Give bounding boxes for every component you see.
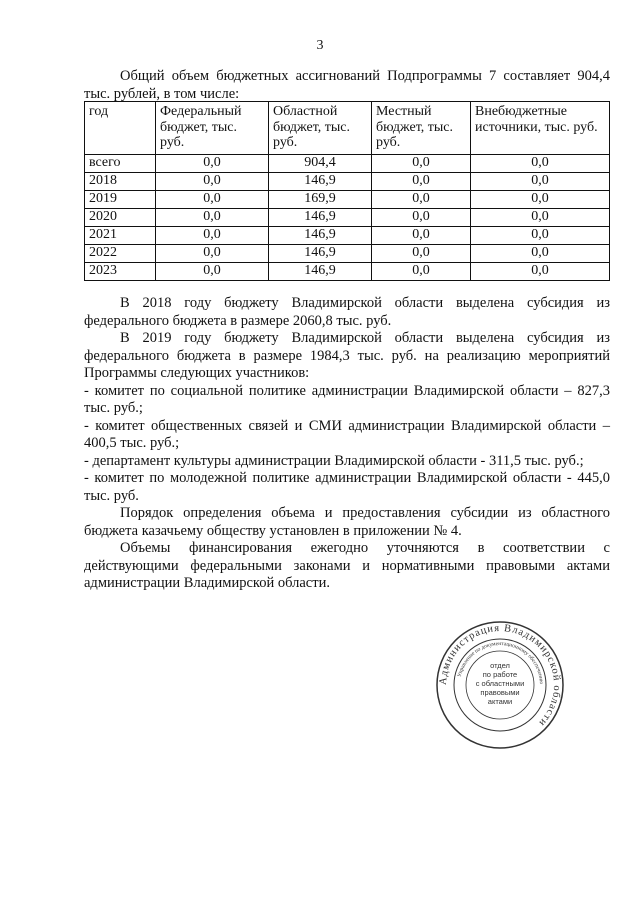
table-row [85,227,610,245]
stamp-center-line: правовыми [480,688,520,697]
stamp-center-line: по работе [482,670,518,679]
header-federal: Федеральный бюджет, тыс. руб. [156,102,269,155]
cell-extrabudgetary: 0,0 [471,155,610,173]
header-year: год [85,102,156,155]
cell-federal: 0,0 [156,155,269,173]
stamp-outer-text: Администрация Владимирской области [437,622,563,729]
paragraph-subsidy-2018: В 2018 году бюджету Владимирской области выделена субсидия из федерального бюджета в размере 2060,8 тыс. руб. [84,295,610,329]
cell-federal: 0,0 [156,209,269,227]
list-item-social-policy: - комитет по социальной политике администрации Владимирской области – 827,3 тыс. руб.; [84,382,610,416]
cell-federal: 0,0 [156,191,269,209]
stamp-inner-text: Управление по документационному обеспечению [456,640,545,685]
cell-extrabudgetary: 0,0 [471,173,610,191]
intro-paragraph: Общий объем бюджетных ассигнований Подпрограммы 7 составляет 904,4 тыс. рублей, в том числе: [84,68,610,102]
list-item-youth-policy: - комитет по молодежной политике администрации Владимирской области - 445,0 тыс. руб. [84,470,610,504]
cell-year: всего [85,155,156,173]
cell-regional: 146,9 [269,173,372,191]
table-row [85,173,610,191]
cell-federal: 0,0 [156,263,269,281]
list-item-culture: - департамент культуры администрации Владимирской области - 311,5 тыс. руб.; [84,452,584,469]
list-item-public-relations: - комитет общественных связей и СМИ администрации Владимирской области – 400,5 тыс. руб.; [84,417,610,451]
cell-local: 0,0 [372,245,471,263]
cell-extrabudgetary: 0,0 [471,227,610,245]
stamp-center-line: отдел [490,661,510,670]
cell-year: 2023 [85,263,156,281]
header-regional: Областной бюджет, тыс. руб. [269,102,372,155]
cell-local: 0,0 [372,155,471,173]
body-text [84,295,610,593]
cell-year: 2020 [85,209,156,227]
header-extrabudgetary: Внебюджетные источники, тыс. руб. [471,102,610,155]
table-row [85,209,610,227]
cell-extrabudgetary: 0,0 [471,245,610,263]
stamp-center-line: актами [487,697,513,706]
table-row [85,245,610,263]
cell-regional: 146,9 [269,245,372,263]
cell-local: 0,0 [372,173,471,191]
table-row [85,155,610,173]
cell-extrabudgetary: 0,0 [471,263,610,281]
cell-year: 2021 [85,227,156,245]
page-number: 3 [316,38,324,53]
cell-year: 2022 [85,245,156,263]
budget-table [84,101,610,281]
cell-federal: 0,0 [156,227,269,245]
cell-regional: 146,9 [269,263,372,281]
cell-local: 0,0 [372,227,471,245]
cell-regional: 146,9 [269,227,372,245]
cell-local: 0,0 [372,209,471,227]
paragraph-subsidy-2019: В 2019 году бюджету Владимирской области выделена субсидия из федерального бюджета в размере 1984,3 тыс. руб. на реализацию мероприятий Программы следующих участников: [84,330,610,381]
cell-local: 0,0 [372,263,471,281]
cell-extrabudgetary: 0,0 [471,209,610,227]
paragraph-financing-volumes: Объемы финансирования ежегодно уточняются в соответствии с действующими федеральными законами и нормативными правовыми актами администрации Владимирской области. [84,540,610,591]
stamp-center-line: с областными [475,679,525,688]
cell-federal: 0,0 [156,173,269,191]
table-row [85,191,610,209]
paragraph-subsidy-procedure: Порядок определения объема и предоставления субсидии из областного бюджета казачьему обществу установлен в приложении № 4. [84,505,610,539]
cell-regional: 146,9 [269,209,372,227]
cell-federal: 0,0 [156,245,269,263]
cell-year: 2019 [85,191,156,209]
table-row [85,263,610,281]
header-local: Местный бюджет, тыс. руб. [372,102,471,155]
cell-local: 0,0 [372,191,471,209]
cell-regional: 169,9 [269,191,372,209]
cell-year: 2018 [85,173,156,191]
cell-extrabudgetary: 0,0 [471,191,610,209]
official-stamp [435,620,565,750]
table-header-row [85,102,610,155]
cell-regional: 904,4 [269,155,372,173]
